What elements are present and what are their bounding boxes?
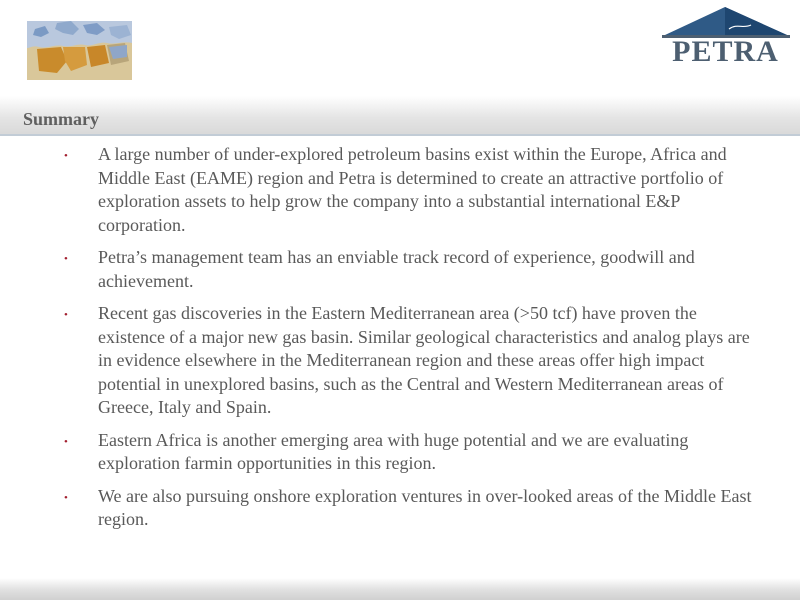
title-divider <box>0 134 800 136</box>
bullet-text: A large number of under-explored petroleum basins exist within the Europe, Africa and Middle East (EAME) region and Petra is determined to create an attractive portfolio of exploration assets to help grow the company into a substantial international E&P corporation. <box>98 144 727 235</box>
petra-logo-text: PETRA <box>672 35 779 68</box>
bullet-marker-icon: • <box>64 491 68 504</box>
bullet-text: Recent gas discoveries in the Eastern Mediterranean area (>50 tcf) have proven the existence of a major new gas basin. Similar geological characteristics and analog plays are in evidence elsewhere in the Mediterranean region and these areas offer high impact potential in unexplored basins, such as the Central and Western Mediterranean areas of Greece, Italy and Spain. <box>98 303 750 417</box>
bullet-marker-icon: • <box>64 150 68 162</box>
bullet-marker-icon: • <box>64 309 68 321</box>
footer-band <box>0 578 800 600</box>
bullet-item <box>64 302 754 420</box>
eame-region-map-icon <box>27 21 132 80</box>
bullet-item <box>64 246 754 293</box>
bullet-marker-icon: • <box>64 435 68 448</box>
bullet-text: We are also pursuing onshore exploration ventures in over-looked areas of the Middle East region. <box>98 485 752 529</box>
bullet-marker-icon: • <box>64 253 68 265</box>
bullet-item <box>64 143 754 237</box>
bullet-item <box>64 485 754 532</box>
slide-title: Summary <box>23 109 99 129</box>
bullet-text: Eastern Africa is another emerging area with huge potential and we are evaluating exploration farmin opportunities in this region. <box>98 429 689 473</box>
bullet-list <box>64 143 754 541</box>
title-band <box>0 96 800 136</box>
petra-logo <box>657 5 794 67</box>
bullet-text: Petra’s management team has an enviable track record of experience, goodwill and achievement. <box>98 247 695 291</box>
bullet-item <box>64 429 754 476</box>
